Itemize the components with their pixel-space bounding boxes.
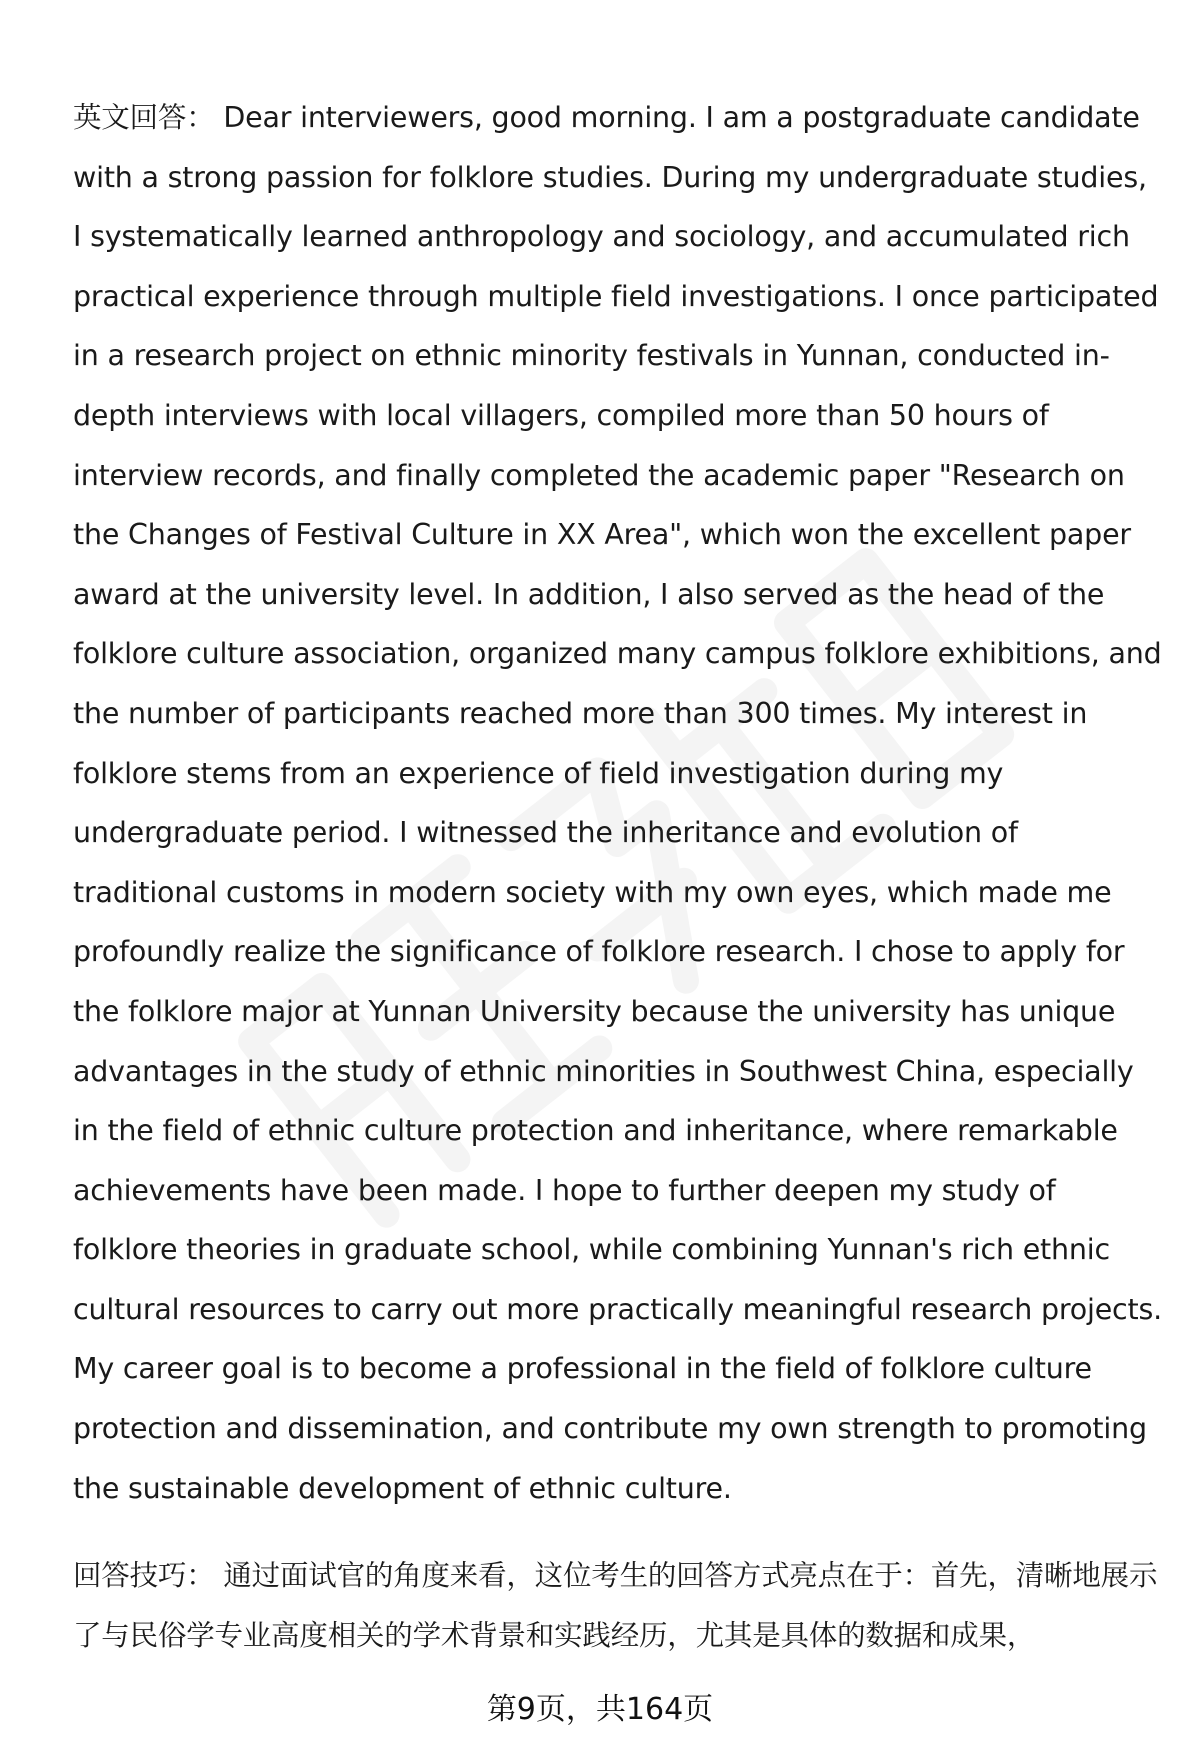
answer-label: 英文回答： xyxy=(73,101,215,134)
answer-text: Dear interviewers, good morning. I am a postgraduate candidate with a strong passion for folklore studies. During my undergraduate studies, I systematically learned anthropology and sociology, and accumulated rich practical experience through multiple field investigations. I once participated in a research project on ethnic minority festivals in Yunnan, conducted in-depth interviews with local villagers, compiled more than 50 hours of interview records, and finally completed the academic paper "Research on the Changes of Festival Culture in XX Area", which won the excellent paper award at the university level. In addition, I also served as the head of the folklore culture association, organized many campus folklore exhibitions, and the number of participants reached more than 300 times. My interest in folklore stems from an experience of field investigation during my undergraduate period. I witnessed the inheritance and evolution of traditional customs in modern society with my own eyes, which made me profoundly realize the significance of folklore research. I chose to apply for the folklore major at Yunnan University because the university has unique advantages in the study of ethnic minorities in Southwest China, especially in the field of ethnic culture protection and inheritance, where remarkable achievements have been made. I hope to further deepen my study of folklore theories in graduate school, while combining Yunnan's rich ethnic cultural resources to carry out more practically meaningful research projects. My career goal is to become a professional in the field of folklore culture protection and dissemination, and contribute my own strength to promoting the sustainable development of ethnic culture. xyxy=(73,101,1162,1505)
tips-text: 通过面试官的角度来看，这位考生的回答方式亮点在于：首先，清晰地展示了与民俗学专业高度相关的学术背景和实践经历，尤其是具体的数据和成果， xyxy=(73,1559,1158,1652)
tips-paragraph xyxy=(73,1546,1163,1665)
page-indicator: 第9页，共164页 xyxy=(486,1692,714,1727)
answer-paragraph xyxy=(73,88,1163,1518)
tips-label: 回答技巧： xyxy=(73,1559,215,1592)
